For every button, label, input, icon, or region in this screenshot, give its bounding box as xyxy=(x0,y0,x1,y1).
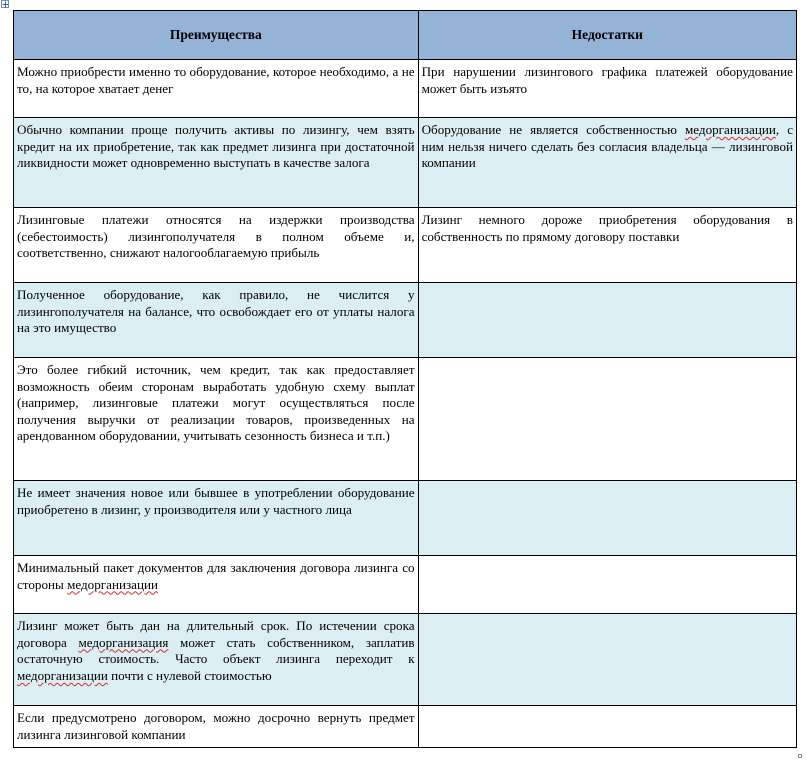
spelling-flagged-word[interactable]: медорганизации xyxy=(17,667,108,683)
spelling-flagged-word[interactable]: медорганизации xyxy=(67,576,158,592)
disadvantage-cell xyxy=(418,358,796,481)
advantage-cell: Обычно компании проще получить активы по лизингу, чем взять кредит на их приобретение, так как предмет лизинга при достаточной ликвидности может одновременно выступать в качестве залога xyxy=(14,118,419,208)
advantage-cell: Можно приобрести именно то оборудование, которое необходимо, а не то, на которое хватает денег xyxy=(14,60,419,118)
cell-text: почти с нулевой стоимостью xyxy=(107,667,272,683)
advantage-cell: Это более гибкий источник, чем кредит, так как предоставляет возможность обеим сторонам выработать удобную схему выплат (например, лизинговые платежи могут осуществляться после получения выручки от реализации товаров, произведенных на арендованном оборудовании, учитывать сезонность бизнеса и т.п.) xyxy=(14,358,419,481)
advantage-cell xyxy=(14,614,419,706)
table-row xyxy=(14,556,797,614)
table-row xyxy=(14,614,797,706)
table-row xyxy=(14,118,797,208)
cell-text: Лизинг может быть дан на длительный срок. По истечении срока договора xyxy=(17,618,415,650)
table-row xyxy=(14,706,797,748)
cell-text: , с ним нельзя ничего сделать без согласия владельца — лизинговой компании xyxy=(421,122,794,171)
cell-text: может стать собственником, заплатив остаточную стоимость. Часто объект лизинга переходит к xyxy=(17,634,415,667)
table-resize-handle[interactable] xyxy=(798,754,802,758)
disadvantage-cell xyxy=(418,283,796,358)
leasing-comparison-table xyxy=(13,10,797,748)
header-advantages: Преимущества xyxy=(14,11,419,60)
advantage-cell xyxy=(14,556,419,614)
disadvantage-cell xyxy=(418,614,796,706)
disadvantage-cell: При нарушении лизингового графика платежей оборудование может быть изъято xyxy=(418,60,796,118)
table-header-row xyxy=(14,11,797,60)
table-row xyxy=(14,481,797,556)
spelling-flagged-word[interactable]: медорганизации xyxy=(684,122,776,137)
disadvantage-cell: Лизинг немного дороже приобретения оборудования в собственность по прямому договору поставки xyxy=(418,208,796,283)
table-move-handle[interactable] xyxy=(1,0,9,8)
table-row xyxy=(14,208,797,283)
cell-text: Минимальный пакет документов для заключения договора лизинга со стороны xyxy=(17,560,415,592)
spelling-flagged-word[interactable]: медорганизация xyxy=(78,634,169,650)
header-disadvantages: Недостатки xyxy=(418,11,796,60)
advantage-cell: Лизинговые платежи относятся на издержки производства (себестоимость) лизингополучателя в полном объеме и, соответственно, снижают налогооблагаемую прибыль xyxy=(14,208,419,283)
disadvantage-cell xyxy=(418,556,796,614)
table-row xyxy=(14,358,797,481)
disadvantage-cell xyxy=(418,706,796,748)
advantage-cell: Если предусмотрено договором, можно досрочно вернуть предмет лизинга лизинговой компании xyxy=(14,706,419,748)
move-arrows-icon xyxy=(2,1,9,8)
advantage-cell: Не имеет значения новое или бывшее в употреблении оборудование приобретено в лизинг, у производителя или у частного лица xyxy=(14,481,419,556)
table-row xyxy=(14,60,797,118)
disadvantage-cell xyxy=(418,481,796,556)
table-row xyxy=(14,283,797,358)
cell-text: Оборудование не является собственностью xyxy=(421,122,685,137)
disadvantage-cell xyxy=(418,118,796,208)
advantage-cell: Полученное оборудование, как правило, не числится у лизингополучателя на балансе, что освобождает его от уплаты налога на это имущество xyxy=(14,283,419,358)
